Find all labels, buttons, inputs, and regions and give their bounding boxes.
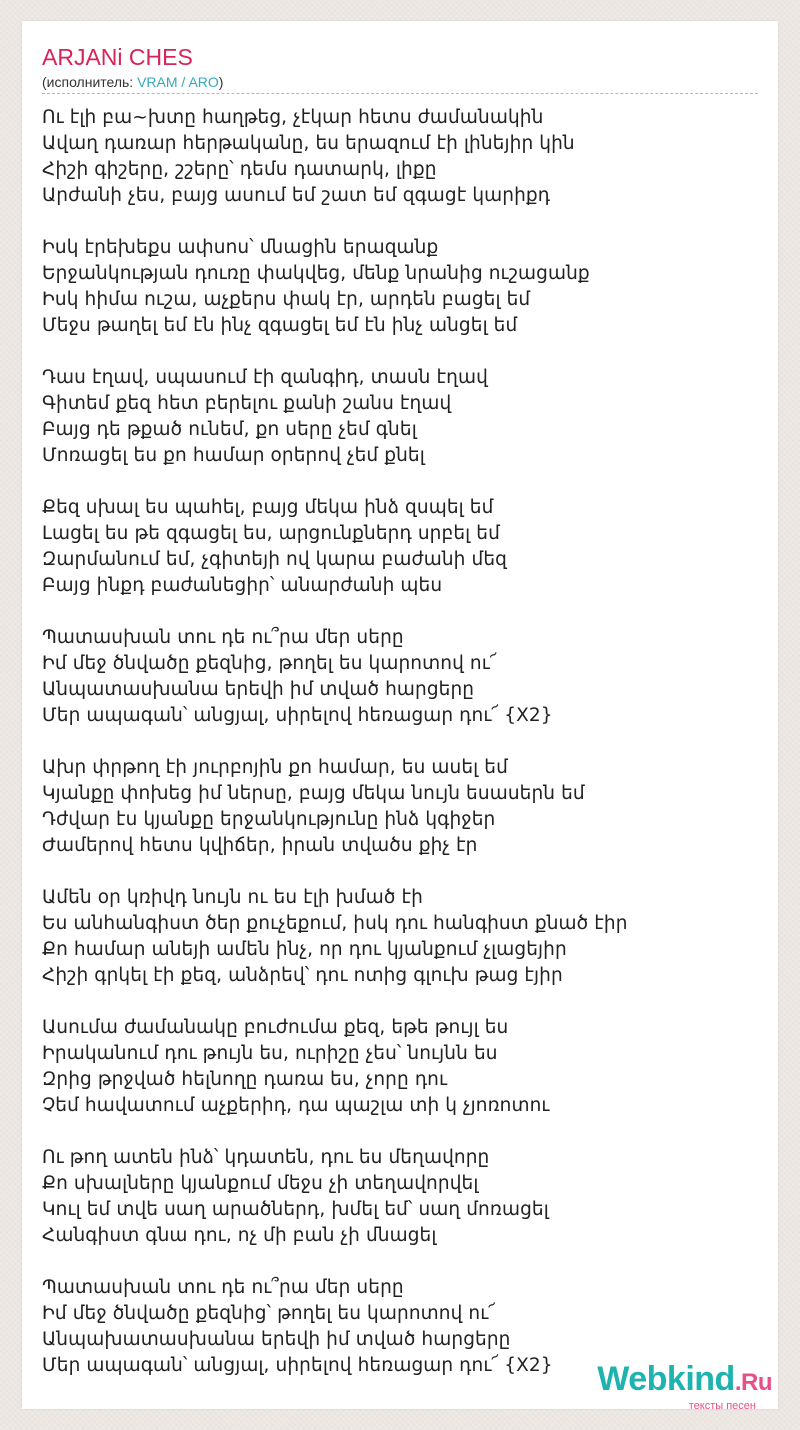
lyric-line: Դաս էղավ, սպասում էի զանգիդ, տասն էղավ	[42, 367, 488, 388]
stanza	[42, 495, 758, 599]
lyric-line: Կյանքը փոխեց իմ ներսը, բայց մեկա նույն եսասերն եմ	[42, 783, 585, 804]
lyric-line: Մոռացել ես քո համար օրերով չեմ քնել	[42, 445, 425, 466]
lyric-line: Իրականում դու թույն ես, ուրիշը չես՝ նույնն ես	[42, 1043, 498, 1064]
lyric-line: Հիշի գիշերը, շշերը՝ դեմս դատարկ, լիքը	[42, 159, 437, 180]
lyric-line: Ախր փրթող էի յուրբոյին քո համար, ես ասել եմ	[42, 757, 508, 778]
logo-subtitle: тексты песен	[688, 1400, 756, 1412]
lyric-line: Ժամերով հետս կվիճեր, իրան տվածս քիչ էր	[42, 835, 478, 856]
stanza-gap	[42, 729, 758, 755]
lyric-line: Ու էլի բա~խտը հաղթեց, չէկար հետս ժամանակին	[42, 107, 544, 128]
stanza	[42, 1145, 758, 1249]
lyric-line: Զարմանում եմ, չգիտեյի ով կարա բաժանի մեզ	[42, 549, 507, 570]
logo-wordmark	[582, 1362, 772, 1400]
lyric-line: Արժանի չես, բայց ասում եմ շատ եմ զգացէ կարիքդ	[42, 185, 551, 206]
stanza	[42, 365, 758, 469]
lyrics-body	[42, 105, 758, 1379]
lyric-line: Ասումա ժամանակը բուժումա քեզ, եթե թույլ ես	[42, 1017, 509, 1038]
lyric-line: Պատասխան տու դե ու՞րա մեր սերը	[42, 627, 404, 648]
logo-main-text: Webkind	[597, 1360, 735, 1398]
lyric-line: Բայց ինքդ բաժանեցիր՝ անարժանի պես	[42, 575, 443, 596]
lyric-line: Երջանկության դուռը փակվեց, մենք նրանից ուշացանք	[42, 263, 590, 284]
lyric-line: Քո համար անեյի ամեն ինչ, որ դու կյանքում չլացեյիր	[42, 939, 567, 960]
lyric-line: Ավաղ դառար հերթականը, ես երազում էի լինեյիր կին	[42, 133, 575, 154]
lyric-line: Բայց դե թքած ունեմ, քո սերը չեմ գնել	[42, 419, 417, 440]
lyric-line: Ես անհանգիստ ծեր քուչեքում, իսկ դու հանգիստ քնած էիր	[42, 913, 628, 934]
lyric-line: Դժվար էս կյանքը երջանկությունը ինձ կգիջեր	[42, 809, 496, 830]
stanza-gap	[42, 1119, 758, 1145]
stanza	[42, 625, 758, 729]
stanza-gap	[42, 339, 758, 365]
title-divider	[42, 93, 758, 94]
lyric-line: Քո սխալները կյանքում մեջս չի տեղավորվել	[42, 1173, 479, 1194]
artist-link[interactable]: VRAM / ARO	[137, 74, 219, 90]
logo-tld: .Ru	[734, 1369, 772, 1396]
lyric-line: Պատասխան տու դե ու՞րա մեր սերը	[42, 1277, 404, 1298]
stanza	[42, 885, 758, 989]
lyrics-card	[22, 21, 778, 1409]
stanza-gap	[42, 209, 758, 235]
lyric-line: Լացել ես թե զգացել ես, արցունքներդ սրբել եմ	[42, 523, 500, 544]
stanza-gap	[42, 989, 758, 1015]
stanza-gap	[42, 859, 758, 885]
lyric-line: Իմ մեջ ծնվածը քեզնից՝ թողել ես կարոտով ու՜	[42, 1303, 496, 1324]
lyric-line: Անպախատասխանա երեվի իմ տված հարցերը	[42, 1329, 511, 1350]
lyric-line: Իմ մեջ ծնվածը քեզնից, թողել ես կարոտով ու՜	[42, 653, 497, 674]
lyric-line: Զրից թրջված հելնողը դառա ես, չորը դու	[42, 1069, 448, 1090]
stanza	[42, 1015, 758, 1119]
stanza-gap	[42, 1249, 758, 1275]
stanza	[42, 105, 758, 209]
lyric-line: Գիտեմ քեզ հետ բերելու քանի շանս էղավ	[42, 393, 452, 414]
lyric-line: Կուլ եմ տվե սաղ արածներդ, խմել եմ՝ սաղ մոռացել	[42, 1199, 549, 1220]
lyric-line: Քեզ սխալ ես պահել, բայց մեկա ինձ զսպել եմ	[42, 497, 494, 518]
artist-suffix: )	[218, 74, 224, 90]
site-logo[interactable]	[582, 1362, 772, 1410]
lyric-line: Անպատասխանա երեվի իմ տված հարցերը	[42, 679, 475, 700]
lyric-line: Մեր ապագան՝ անցյալ, սիրելով հեռացար դու՜ {X2}	[42, 705, 553, 726]
lyric-line: Իսկ հիմա ուշա, աչքերս փակ էր, արդեն բացել եմ	[42, 289, 531, 310]
stanza	[42, 235, 758, 339]
stanza	[42, 755, 758, 859]
artist-prefix: (исполнитель:	[42, 74, 138, 90]
lyric-line: Ու թող ատեն ինձ՝ կդատեն, դու ես մեղավորը	[42, 1147, 490, 1168]
lyric-line: Հանգիստ գնա դու, ոչ մի բան չի մնացել	[42, 1225, 437, 1246]
artist-line	[42, 73, 223, 91]
lyric-line: Մեր ապագան՝ անցյալ, սիրելով հեռացար դու՜ {X2}	[42, 1355, 553, 1376]
lyric-line: Չեմ հավատում աչքերիդ, դա պաշլա տի կ չյոռոտու	[42, 1095, 550, 1116]
lyric-line: Ամեն օր կռիվդ նույն ու ես էլի խմած էի	[42, 887, 423, 908]
stanza-gap	[42, 469, 758, 495]
song-title: ARJANi CHES	[42, 44, 193, 70]
stanza-gap	[42, 599, 758, 625]
lyric-line: Հիշի գրկել էի քեզ, անձրեվ՝ դու ոտից գլուխ թաց էյիր	[42, 965, 563, 986]
lyric-line: Մեջս թաղել եմ էն ինչ զգացել եմ էն ինչ անցել եմ	[42, 315, 518, 336]
lyric-line: Իսկ էրեխեքս ափսոս՝ մնացին երազանք	[42, 237, 439, 258]
